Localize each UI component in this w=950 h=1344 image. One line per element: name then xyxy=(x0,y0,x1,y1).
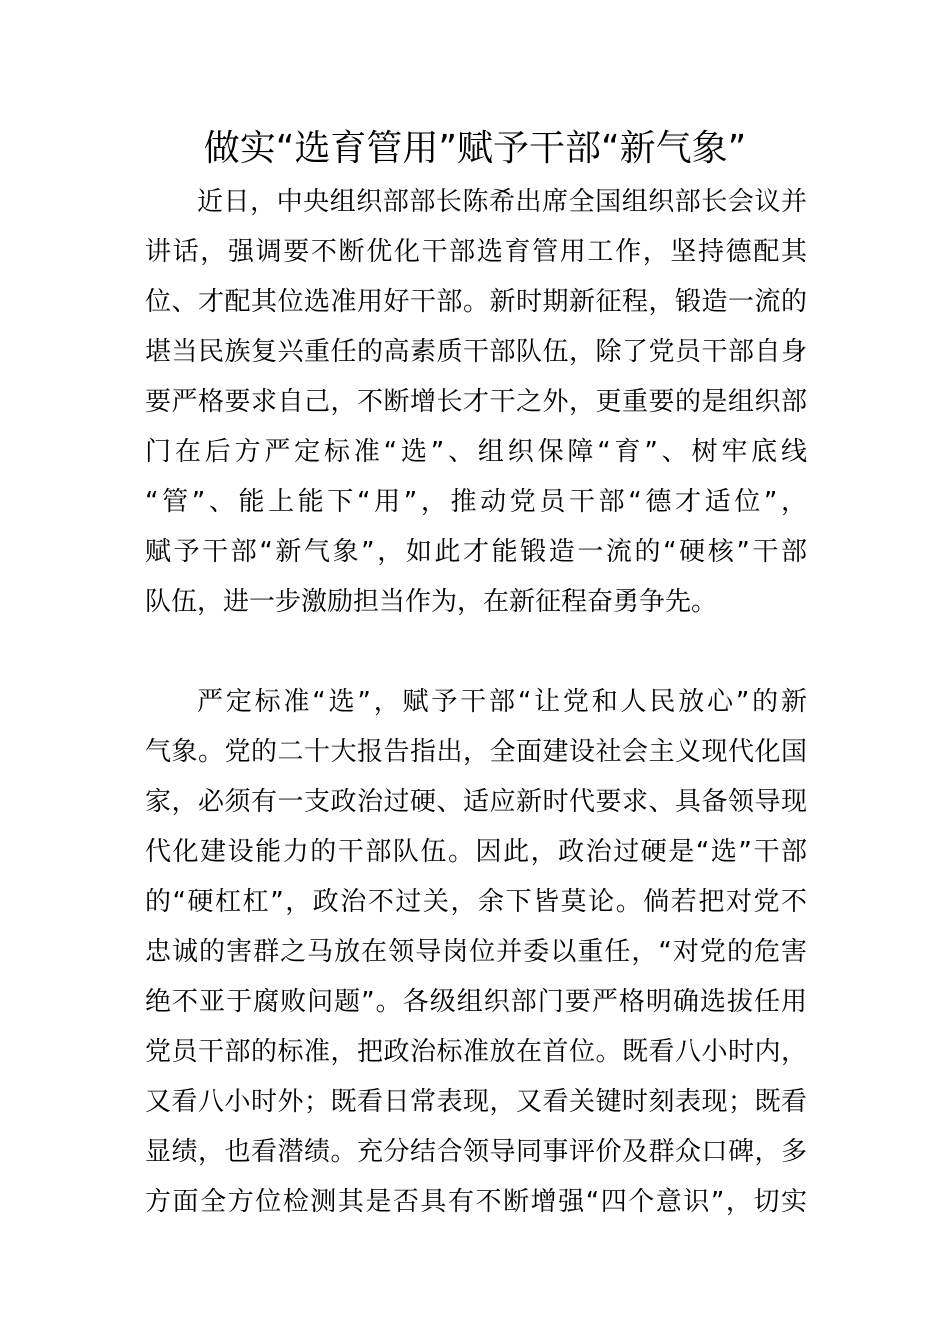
paragraph-line: 讲话，强调要不断优化干部选育管用工作，坚持德配其 xyxy=(145,237,807,267)
paragraph-intro xyxy=(145,177,807,627)
paragraph-line: 队伍，进一步激励担当作为，在新征程奋勇争先。 xyxy=(145,587,718,617)
paragraph-line: “管”、能上能下“用”，推动党员干部“德才适位”， xyxy=(145,487,807,517)
document-title: 做实“选育管用”赋予干部“新气象” xyxy=(203,128,747,169)
paragraph-line: 家，必须有一支政治过硬、适应新时代要求、具备领导现 xyxy=(145,787,807,817)
paragraph-line: 近日，中央组织部部长陈希出席全国组织部长会议并 xyxy=(197,187,807,217)
paragraph-line: 位、才配其位选准用好干部。新时期新征程，锻造一流的 xyxy=(145,287,807,317)
paragraph-line: 气象。党的二十大报告指出，全面建设社会主义现代化国 xyxy=(145,737,807,767)
paragraph-line: 绝不亚于腐败问题”。各级组织部门要严格明确选拔任用 xyxy=(145,987,807,1017)
paragraph-line: 赋予干部“新气象”，如此才能锻造一流的“硬核”干部 xyxy=(145,537,807,567)
paragraph-line: 代化建设能力的干部队伍。因此，政治过硬是“选”干部 xyxy=(145,837,807,867)
paragraph-line: 方面全方位检测其是否具有不断增强“四个意识”，切实 xyxy=(145,1187,807,1217)
paragraph-line: 要严格要求自己，不断增长才干之外，更重要的是组织部 xyxy=(145,387,807,417)
paragraph-line: 堪当民族复兴重任的高素质干部队伍，除了党员干部自身 xyxy=(145,337,807,367)
paragraph-line: 党员干部的标准，把政治标准放在首位。既看八小时内， xyxy=(145,1037,807,1067)
paragraph-selection xyxy=(145,677,807,1227)
paragraph-line: 忠诚的害群之马放在领导岗位并委以重任，“对党的危害 xyxy=(145,937,807,967)
paragraph-line: 门在后方严定标准“选”、组织保障“育”、树牢底线 xyxy=(145,437,807,467)
paragraph-line: 的“硬杠杠”，政治不过关，余下皆莫论。倘若把对党不 xyxy=(145,887,807,917)
paragraph-line: 又看八小时外；既看日常表现，又看关键时刻表现；既看 xyxy=(145,1087,807,1117)
paragraph-line: 严定标准“选”，赋予干部“让党和人民放心”的新 xyxy=(197,687,807,717)
paragraph-line: 显绩，也看潜绩。充分结合领导同事评价及群众口碑，多 xyxy=(145,1137,807,1167)
